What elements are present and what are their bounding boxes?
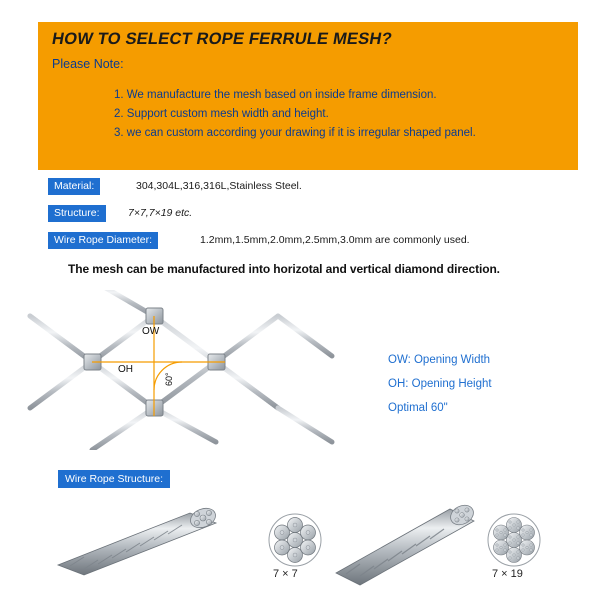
spec-row-material [48, 178, 448, 195]
wire-rope-structure-figures [40, 495, 560, 590]
ow-label: OW [142, 326, 160, 337]
legend-item-angle: Optimal 60" [388, 402, 448, 414]
rope-7x19-cross-section [488, 514, 540, 566]
header-panel [38, 22, 578, 170]
spec-label-structure: Structure: [48, 205, 106, 222]
rope-caption-7x7: 7 × 7 [273, 568, 298, 580]
rope-figures-svg [40, 495, 560, 590]
rope-7x7-illustration [58, 505, 218, 575]
spec-value-diameter: 1.2mm,1.5mm,2.0mm,2.5mm,3.0mm are commonly used. [200, 234, 470, 246]
mesh-diagram-svg [22, 290, 382, 450]
spec-value-material: 304,304L,316,316L,Stainless Steel. [136, 180, 302, 192]
mesh-diagram [22, 290, 382, 450]
mesh-direction-note: The mesh can be manufactured into horizotal and vertical diamond direction. [68, 262, 500, 276]
legend-item-oh: OH: Opening Height [388, 378, 492, 390]
rope-caption-7x19: 7 × 19 [492, 568, 523, 580]
diagram-legend [388, 348, 568, 420]
notes-list [114, 86, 564, 143]
oh-label: OH [118, 364, 133, 375]
list-item: 3. we can custom according your drawing if it is irregular shaped panel. [114, 127, 476, 139]
spec-label-material: Material: [48, 178, 100, 195]
rope-7x7-cross-section [269, 514, 321, 566]
angle-label: 60° [164, 372, 174, 386]
list-item: 1. We manufacture the mesh based on inside frame dimension. [114, 89, 437, 101]
legend-item-ow: OW: Opening Width [388, 354, 491, 366]
please-note-label: Please Note: [52, 57, 124, 71]
spec-row-structure [48, 205, 448, 222]
page-title: HOW TO SELECT ROPE FERRULE MESH? [50, 30, 394, 48]
spec-row-diameter [48, 232, 508, 249]
spec-value-structure: 7×7,7×19 etc. [128, 207, 193, 219]
list-item: 2. Support custom mesh width and height. [114, 108, 329, 120]
wire-rope-structure-label: Wire Rope Structure: [58, 470, 170, 488]
spec-label-diameter: Wire Rope Diameter: [48, 232, 158, 249]
rope-7x19-illustration [336, 501, 477, 585]
cable-strands [30, 290, 332, 450]
